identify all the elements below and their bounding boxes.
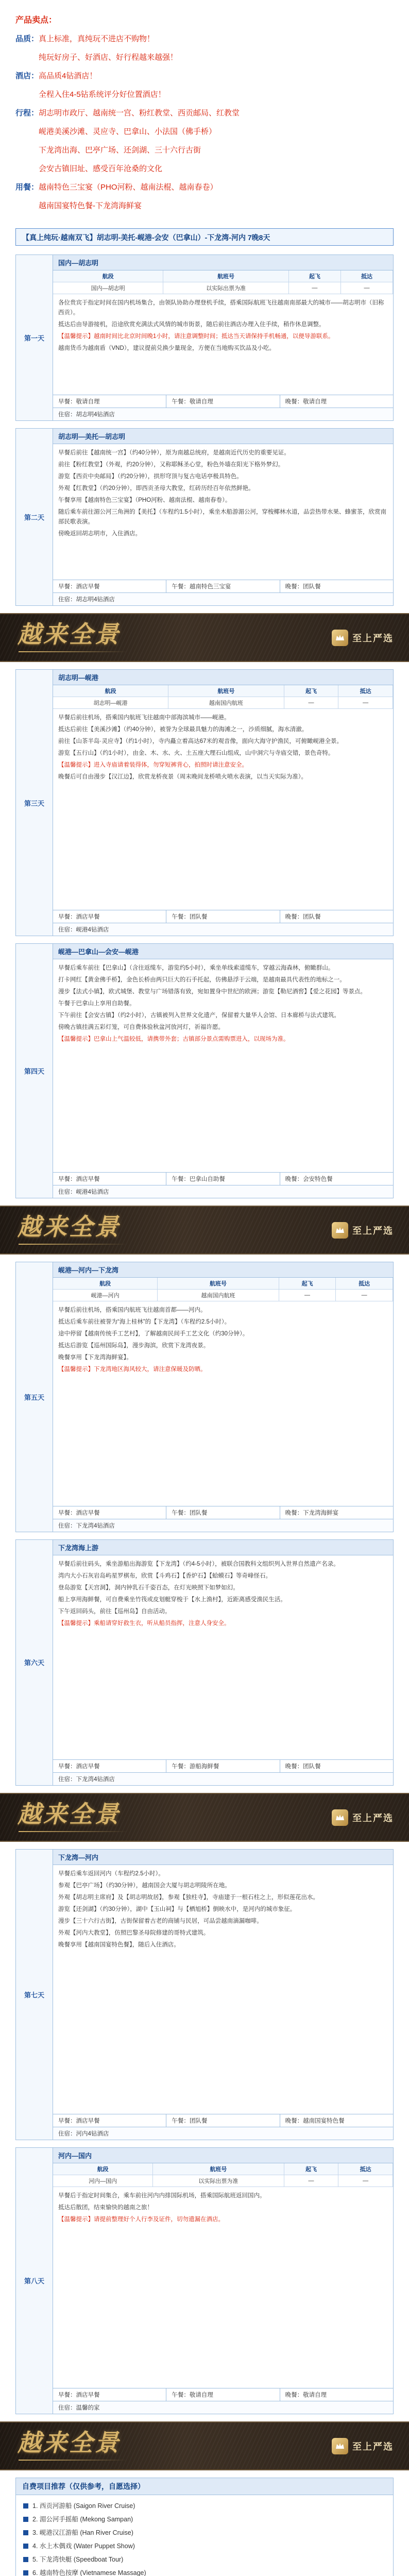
itinerary-paragraph: 抵达后由导游接机，沿途欣赏充满法式风情的城市街景，随后前往酒店办理入住手续，稍作休息调整。: [58, 321, 325, 328]
meal-breakfast: 早餐：酒店早餐: [53, 1760, 166, 1772]
flight-header-cell: 航段: [53, 270, 163, 282]
flight-row: [53, 1290, 393, 1301]
banner-divider: [19, 1831, 127, 1832]
meal-dinner: 晚餐：会安特色餐: [285, 1176, 333, 1182]
flight-table: [53, 270, 393, 294]
selling-point-text: 越南国宴特色餐-下龙湾海鲜宴: [39, 201, 142, 210]
flight-cell: 以实际出票为准: [153, 2175, 284, 2187]
itinerary-paragraph: 傍晚古镇挂满五彩灯笼，可自费体验秋盆河放河灯，祈福许愿。: [58, 1024, 224, 1030]
flight-header-row: [53, 2163, 393, 2175]
selling-point-label: 品质：: [15, 35, 39, 43]
itinerary-paragraph: 游览【还剑湖】（约30分钟），湖中【玉山祠】与【栖旭桥】倒映水中，是河内的城市象征。: [58, 1906, 296, 1912]
itinerary-paragraph: 晚餐享用【越南国宴特色餐】，随后入住酒店。: [58, 1942, 180, 1948]
selling-points-heading: 产品卖点：: [15, 16, 57, 25]
day-block: [15, 1849, 394, 2140]
itinerary-text: [53, 2187, 393, 2388]
itinerary-paragraph: 傍晚返回胡志明市，入住酒店。: [58, 530, 141, 537]
flight-header-cell: 航班号: [153, 2163, 284, 2175]
day-content: [53, 1262, 393, 1532]
flight-header-cell: 起飞: [288, 270, 340, 282]
note-list: [16, 2495, 393, 2576]
meals-row: [53, 910, 393, 923]
flight-cell: 国内—胡志明: [53, 282, 163, 294]
itinerary-paragraph: 午餐享用【越南特色三宝宴】（PHO河粉、越南法棍、越南春卷）。: [58, 497, 231, 503]
day-route: 胡志明—美托—胡志明: [53, 429, 393, 444]
flight-header-cell: 航段: [53, 2163, 153, 2175]
brand-title: 越来全景: [18, 621, 121, 648]
itinerary-paragraph: 抵达后游览【巡州国际岛】，漫步海滨，欣赏下龙湾夜景。: [58, 1343, 210, 1349]
itinerary-text: [53, 709, 393, 910]
day-block: [15, 1539, 394, 1786]
selling-point-text: 胡志明市政厅、越南统一宫、粉红教堂、西贡邮局、红教堂: [39, 109, 240, 117]
brand-logo-text: 至上严选: [352, 2442, 394, 2452]
notes-section: [0, 2470, 409, 2576]
flight-header-cell: 航段: [53, 1278, 158, 1290]
flight-header-cell: 起飞: [284, 685, 338, 697]
flight-header-row: [53, 270, 393, 282]
brand-title: 越来全景: [18, 2430, 121, 2456]
selling-point-label: 用餐：: [15, 183, 39, 192]
day-label: 第五天: [16, 1262, 53, 1532]
meals-row: [53, 1172, 393, 1185]
day-content: [53, 944, 393, 1198]
brand-logo-icon: [332, 1222, 348, 1239]
flight-cell: 河内—国内: [53, 2175, 153, 2187]
flight-cell: —: [336, 1290, 393, 1301]
tip-paragraph: 【温馨提示】请提前整理好个人行李及证件，切勿遗漏在酒店。: [58, 2216, 224, 2223]
meals-row: [53, 2388, 393, 2401]
hotel-row: 住宿：下龙湾4钻酒店: [53, 1772, 393, 1785]
selling-point-text: 岘港美溪沙滩、灵应寺、巴拿山、小法国（佛手桥）: [39, 127, 217, 136]
selling-point-line: [15, 30, 394, 48]
itinerary-paragraph: 随后乘车前往湄公河三角洲的【美托】（车程约1.5小时），乘坐木船游湄公河，穿梭椰林水道，品尝热带水果、蜂蜜茶，欣赏南部民歌表演。: [58, 509, 386, 525]
itinerary-paragraph: 早餐后前往【越南统一宫】（约40分钟），原为南越总统府，是越南近代历史的重要见证。: [58, 449, 290, 456]
flight-header-row: [53, 685, 393, 697]
meal-breakfast: 早餐：敬请自理: [53, 395, 166, 408]
selling-point-line: [15, 104, 394, 123]
meal-breakfast: 早餐：酒店早餐: [53, 1506, 166, 1519]
brand-logo-text: 至上严选: [352, 1226, 394, 1236]
itinerary-paragraph: 早餐后乘车前往【巴拿山】（含往返缆车，游览约5小时），乘坐单线索道缆车，穿越云海森林，俯瞰群山。: [58, 965, 334, 971]
meal-dinner: 晚餐：团队餐: [285, 584, 321, 590]
brand-logo-text: 至上严选: [352, 1813, 394, 1823]
flight-header-cell: 起飞: [284, 2163, 338, 2175]
selling-point-text: 会安古镇旧址、感受百年沧桑的文化: [39, 164, 163, 173]
day-route: 河内—国内: [53, 2148, 393, 2163]
meal-lunch: 午餐：团队餐: [166, 910, 280, 923]
flight-row: [53, 2175, 393, 2187]
itinerary-paragraph: 外观【河内大教堂】，仿照巴黎圣母院修建的哥特式建筑。: [58, 1930, 210, 1936]
itinerary-text: [53, 1865, 393, 2114]
itinerary-paragraph: 早餐后前往码头，乘坐游船出海游览【下龙湾】（约4-5小时），被联合国教科文组织列入世界自然遗产名录。: [58, 1561, 339, 1567]
selling-point-line: [15, 160, 394, 178]
brand-banner: [0, 1206, 409, 1255]
meal-lunch: 午餐：敬请自理: [166, 2388, 280, 2401]
meal-breakfast: 早餐：酒店早餐: [53, 2388, 166, 2401]
flight-cell: —: [338, 2175, 393, 2187]
selling-point-text: 全程入住4-5钻系统评分好位置酒店！: [39, 90, 166, 99]
selling-points-list: [15, 30, 394, 215]
selling-point-line: [15, 86, 394, 104]
day-block: [15, 669, 394, 936]
selling-point-line: [15, 178, 394, 197]
flight-row: [53, 282, 393, 294]
itinerary-paragraph: 早餐后前往机场，搭乘国内航班飞往越南首都——河内。: [58, 1307, 207, 1313]
itinerary-paragraph: 抵达后散团，结束愉快的越南之旅！: [58, 2204, 153, 2211]
itinerary-paragraph: 各位贵宾于指定时间在国内机场集合，由领队协助办理登机手续，搭乘国际航班飞往越南南部最大的城市——胡志明市（旧称西贡）。: [58, 300, 384, 316]
day-content: [53, 2148, 393, 2414]
flight-table: [53, 2163, 393, 2187]
day-block: [15, 1262, 394, 1532]
brand-logo: [332, 630, 394, 646]
selling-point-line: [15, 141, 394, 160]
itinerary-paragraph: 游览【五行山】（约1小时），由金、木、水、火、土五座大理石山组成，山中洞穴与寺庙交错，景色奇特。: [58, 750, 334, 756]
brand-banner: [0, 613, 409, 662]
itinerary-section: [0, 1255, 409, 1793]
day-content: [53, 1850, 393, 2140]
meal-breakfast: 早餐：酒店早餐: [53, 910, 166, 923]
note-item: 6. 越南特色按摩 (Vietnamese Massage): [23, 2566, 386, 2576]
day-block: [15, 2147, 394, 2415]
brand-logo: [332, 1222, 394, 1239]
itinerary-paragraph: 午餐于巴拿山上享用自助餐。: [58, 1001, 135, 1007]
note-title: 自费项目推荐（仅供参考，自愿选择）: [16, 2478, 393, 2495]
meal-dinner: 晚餐：敬请自理: [285, 398, 327, 405]
itinerary-paragraph: 漫步【三十六行古街】，古街保留着古老的商铺与民居，可品尝越南滴漏咖啡。: [58, 1918, 263, 1924]
banner-divider: [19, 2460, 127, 2461]
meal-breakfast: 早餐：酒店早餐: [53, 1173, 166, 1185]
brand-logo-icon: [332, 1809, 348, 1826]
itinerary-paragraph: 前往【山茶半岛·灵应寺】（约1小时），寺内矗立着高达67米的观音像，面向大海守护渔民，可俯瞰岘港全景。: [58, 738, 343, 744]
day-content: [53, 670, 393, 936]
product-title-section: [0, 227, 409, 247]
brand-logo-icon: [332, 630, 348, 646]
meals-row: [53, 1506, 393, 1519]
product-title: 【真上纯玩·越南双飞】胡志明-美托-岘港-会安（巴拿山）-下龙湾-河内 7晚8天: [15, 228, 394, 246]
day-route: 下龙湾海上游: [53, 1540, 393, 1555]
tip-paragraph: 【温馨提示】乘船请穿好救生衣，听从船员指挥，注意人身安全。: [58, 1620, 230, 1626]
itinerary-paragraph: 早餐后乘车返回河内（车程约2.5小时）。: [58, 1871, 164, 1877]
flight-cell: 岘港—河内: [53, 1290, 158, 1301]
banner-divider: [19, 1244, 127, 1245]
itinerary-paragraph: 抵达后前往【美溪沙滩】（约40分钟），被誉为全球最具魅力的海滩之一，沙质细腻，海水清澈。: [58, 726, 308, 733]
day-block: [15, 943, 394, 1198]
itinerary-section: [0, 662, 409, 1206]
meal-lunch: 午餐：越南特色三宝宴: [166, 580, 280, 592]
meal-breakfast: 早餐：酒店早餐: [53, 580, 166, 592]
meals-row: [53, 1759, 393, 1772]
day-content: [53, 255, 393, 420]
brand-title: 越来全景: [18, 1801, 121, 1827]
itinerary-text: [53, 1301, 393, 1506]
flight-cell: 以实际出票为准: [163, 282, 289, 294]
flight-cell: —: [338, 697, 393, 709]
day-label: 第三天: [16, 670, 53, 936]
flight-row: [53, 697, 393, 709]
flight-table: [53, 1278, 393, 1301]
selling-points: [0, 0, 409, 227]
day-label: 第六天: [16, 1540, 53, 1786]
day-route: 下龙湾—河内: [53, 1850, 393, 1865]
day-content: [53, 429, 393, 606]
selling-point-line: [15, 197, 394, 215]
brand-banner: [0, 1793, 409, 1842]
day-route: 国内—胡志明: [53, 255, 393, 270]
itinerary-paragraph: 抵达后乘车前往被誉为“海上桂林”的【下龙湾】（车程约2.5小时）。: [58, 1319, 231, 1325]
flight-cell: 越南国内航班: [168, 697, 284, 709]
selling-point-line: [15, 123, 394, 141]
flight-header-row: [53, 1278, 393, 1290]
day-content: [53, 1540, 393, 1786]
day-route: 胡志明—岘港: [53, 670, 393, 685]
hotel-row: 住宿：岘港4钻酒店: [53, 923, 393, 936]
note-item: 5. 下龙湾快艇 (Speedboat Tour): [23, 2553, 386, 2566]
selling-point-line: [15, 67, 394, 86]
selling-point-text: 越南特色三宝宴（PHO河粉、越南法棍、越南春卷）: [39, 183, 218, 192]
itinerary-paragraph: 越南货币为越南盾（VND），建议提前兑换少量现金，方便在当地购买饮品及小吃。: [58, 345, 276, 351]
itinerary-paragraph: 登岛游览【天宫洞】，洞内钟乳石千姿百态，在灯光映照下如梦如幻。: [58, 1584, 239, 1591]
meal-dinner: 晚餐：敬请自理: [285, 2392, 327, 2398]
itinerary-paragraph: 外观【红教堂】（约20分钟），即西贡圣母大教堂，红砖历经百年依然鲜艳。: [58, 485, 254, 492]
itinerary-text: [53, 444, 393, 580]
selling-point-text: 下龙湾出海、巴亭广场、还剑湖、三十六行古街: [39, 146, 201, 155]
banner-divider: [19, 651, 127, 652]
selling-point-text: 纯玩好房子、好酒店、好行程越来越强！: [39, 53, 178, 62]
note-item: 1. 西贡河游船 (Saigon River Cruise): [23, 2499, 386, 2513]
itinerary-text: [53, 959, 393, 1172]
itinerary-section: [0, 247, 409, 613]
itinerary-paragraph: 前往【粉红教堂】（外观，约20分钟），又称耶稣圣心堂，粉色外墙在阳光下格外梦幻。: [58, 461, 284, 468]
selling-point-text: 真上标准，真纯玩不进店不购物！: [39, 35, 155, 43]
day-label: 第八天: [16, 2148, 53, 2414]
day-label: 第一天: [16, 255, 53, 420]
flight-header-cell: 抵达: [338, 2163, 393, 2175]
meal-lunch: 午餐：巴拿山自助餐: [166, 1173, 280, 1185]
flight-header-cell: 航班号: [163, 270, 289, 282]
itinerary-paragraph: 下午返回码头，前往【巡州岛】自由活动。: [58, 1608, 171, 1615]
note-item: 4. 水上木偶戏 (Water Puppet Show): [23, 2539, 386, 2553]
flight-header-cell: 航段: [53, 685, 168, 697]
meal-lunch: 午餐：敬请自理: [166, 395, 280, 408]
itinerary-paragraph: 早餐后前往机场，搭乘国内航班飞往越南中部海滨城市——岘港。: [58, 715, 230, 721]
itinerary-paragraph: 打卡网红【黄金佛手桥】，金色长桥由两只巨大的石手托起，仿佛悬浮于云端，是越南最具代表性的地标之一。: [58, 977, 346, 983]
itinerary-paragraph: 游览【西贡中央邮局】（约20分钟），拱形穹顶与复古电话亭极具特色。: [58, 473, 243, 480]
tip-paragraph: 【温馨提示】下龙湾地区海风较大，请注意保暖及防晒。: [58, 1366, 207, 1372]
itinerary-paragraph: 船上享用海鲜餐，可自费乘坐竹筏或皮划艇穿梭于【水上渔村】，近距离感受渔民生活。: [58, 1596, 286, 1603]
meal-dinner: 晚餐：越南国宴特色餐: [285, 2117, 345, 2124]
meals-row: [53, 580, 393, 592]
meal-lunch: 午餐：游船海鲜餐: [166, 1760, 280, 1772]
selling-point-line: [15, 48, 394, 67]
meal-dinner: 晚餐：团队餐: [285, 1764, 321, 1770]
flight-header-cell: 抵达: [336, 1278, 393, 1290]
day-label: 第二天: [16, 429, 53, 606]
flight-header-cell: 抵达: [340, 270, 393, 282]
note-item: 3. 岘港汉江游船 (Han River Cruise): [23, 2526, 386, 2539]
tip-paragraph: 【温馨提示】巴拿山上气温较低，请携带外套；古镇部分景点需购票进入，以现场为准。: [58, 1036, 289, 1042]
flight-table: [53, 685, 393, 709]
flight-cell: —: [284, 697, 338, 709]
day-block: [15, 428, 394, 606]
meal-breakfast: 早餐：酒店早餐: [53, 2114, 166, 2127]
brand-title: 越来全景: [18, 1214, 121, 1240]
flight-cell: —: [340, 282, 393, 294]
flight-header-cell: 起飞: [279, 1278, 336, 1290]
brand-logo: [332, 1809, 394, 1826]
brand-logo-text: 至上严选: [352, 633, 394, 643]
itinerary-paragraph: 湾内大小石灰岩岛屿星罗棋布，欣赏【斗鸡石】【香炉石】【蛤蟆石】等奇峰怪石。: [58, 1572, 271, 1579]
itinerary-paragraph: 晚餐后可自由漫步【汉江边】，欣赏龙桥夜景（周末晚间龙桥喷火喷水表演，以当天实际为准）。: [58, 774, 307, 780]
itinerary-paragraph: 晚餐享用【下龙湾海鲜宴】。: [58, 1354, 132, 1361]
itinerary-text: [53, 1555, 393, 1760]
flight-cell: 胡志明—岘港: [53, 697, 168, 709]
itinerary-paragraph: 参观【巴亭广场】（约30分钟），越南国会大厦与胡志明陵所在地。: [58, 1883, 231, 1889]
itinerary-paragraph: 外观【胡志明主席府】及【胡志明故居】，参观【独柱寺】，寺庙建于一根石柱之上，形似莲花出水。: [58, 1894, 319, 1901]
flight-header-cell: 抵达: [338, 685, 393, 697]
brand-banner: [0, 2421, 409, 2470]
flight-header-cell: 航班号: [158, 1278, 279, 1290]
hotel-row: 住宿：岘港4钻酒店: [53, 1185, 393, 1198]
itinerary-paragraph: 下午前往【会安古镇】（约2小时），古镇被列入世界文化遗产，保留着大量华人会馆、日本廊桥与法式建筑。: [58, 1012, 340, 1019]
day-label: 第七天: [16, 1850, 53, 2140]
meals-row: [53, 395, 393, 408]
note-block: [15, 2478, 394, 2576]
itinerary-paragraph: 早餐后于指定时间集合，乘车前往河内内排国际机场，搭乘国际航班返回国内。: [58, 2192, 266, 2199]
day-route: 岘港—河内—下龙湾: [53, 1262, 393, 1278]
brand-logo-icon: [332, 2438, 348, 2454]
itinerary-text: [53, 294, 393, 395]
flight-header-cell: 航班号: [168, 685, 284, 697]
selling-point-text: 高品质4钻酒店！: [39, 72, 97, 80]
brand-logo: [332, 2438, 394, 2454]
flight-cell: 越南国内航班: [158, 1290, 279, 1301]
selling-point-label: 行程：: [15, 109, 39, 117]
meal-dinner: 晚餐：下龙湾海鲜宴: [285, 1510, 339, 1516]
meal-lunch: 午餐：团队餐: [166, 1506, 280, 1519]
tip-paragraph: 【温馨提示】越南时间比北京时间晚1小时，请注意调整时间；抵达当天请保持手机畅通，以便导游联系。: [58, 333, 334, 340]
flight-cell: —: [284, 2175, 338, 2187]
hotel-row: 住宿：下龙湾4钻酒店: [53, 1519, 393, 1532]
meals-row: [53, 2114, 393, 2127]
hotel-row: 住宿：胡志明4钻酒店: [53, 592, 393, 605]
hotel-row: 住宿：胡志明4钻酒店: [53, 408, 393, 420]
day-label: 第四天: [16, 944, 53, 1198]
day-block: [15, 255, 394, 421]
selling-point-label: 酒店：: [15, 72, 39, 80]
meal-lunch: 午餐：团队餐: [166, 2114, 280, 2127]
hotel-row: 住宿：河内4钻酒店: [53, 2127, 393, 2140]
meal-dinner: 晚餐：团队餐: [285, 914, 321, 920]
flight-cell: —: [288, 282, 340, 294]
flight-cell: —: [279, 1290, 336, 1301]
itinerary-paragraph: 途中停留【越南传统手工艺村】，了解越南民间手工艺文化（约30分钟）。: [58, 1331, 249, 1337]
itinerary-section: [0, 1842, 409, 2421]
note-item: 2. 湄公河手摇船 (Mekong Sampan): [23, 2513, 386, 2526]
day-route: 岘港—巴拿山—会安—岘港: [53, 944, 393, 959]
itinerary-paragraph: 漫步【法式小镇】，欧式城堡、教堂与广场错落有致，宛如置身中世纪的欧洲；游览【勒尼酒窖】【爱之花园】等景点。: [58, 989, 366, 995]
tip-paragraph: 【温馨提示】进入寺庙请着装得体，勿穿短裤背心，拍照时请注意安全。: [58, 762, 248, 768]
hotel-row: 住宿：温馨的家: [53, 2401, 393, 2414]
